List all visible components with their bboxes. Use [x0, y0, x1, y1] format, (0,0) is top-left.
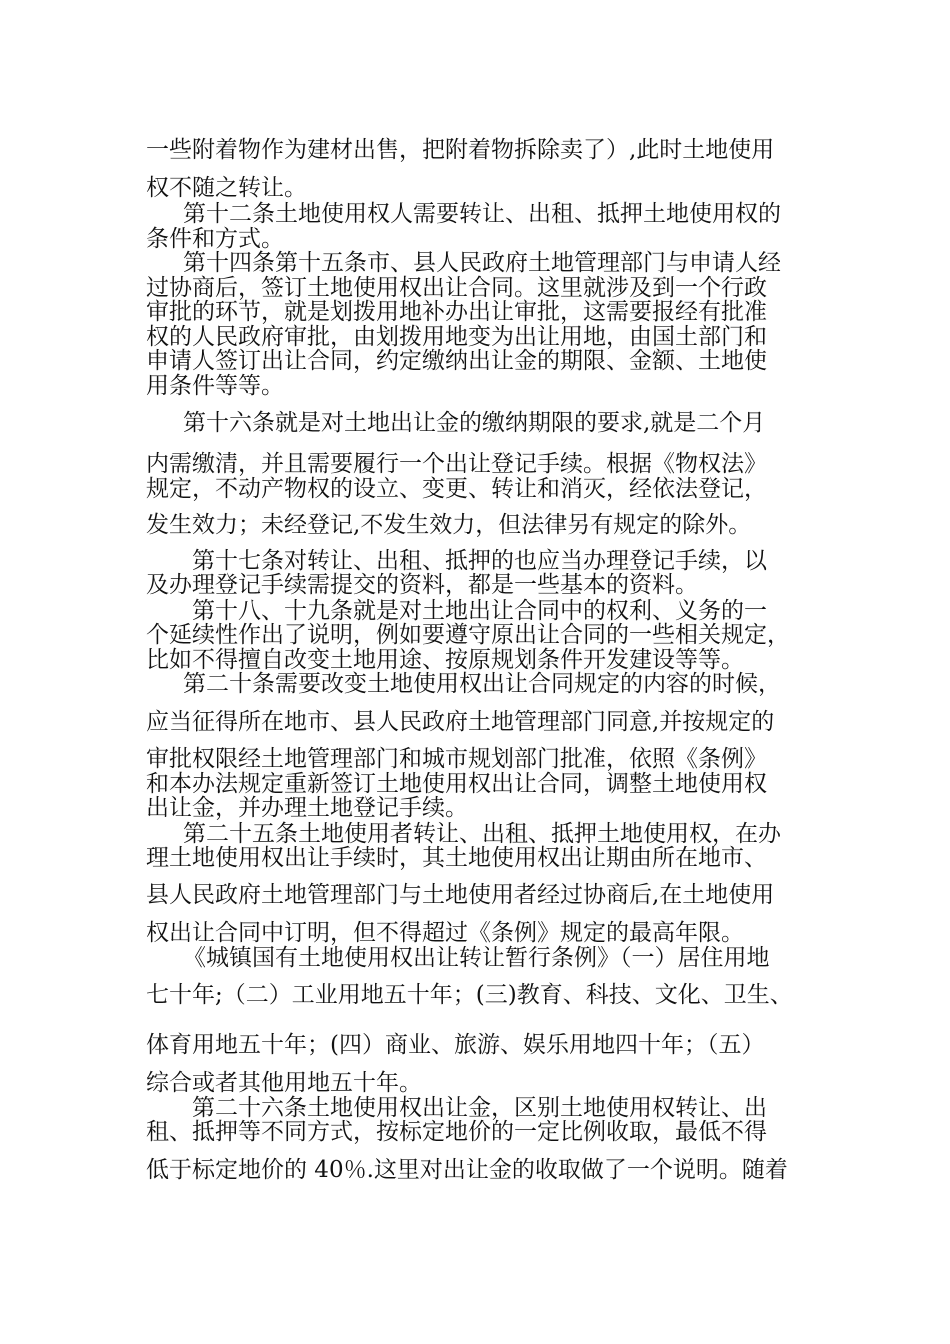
text-line: 县人民政府土地管理部门与土地使用者经过协商后,在土地使用	[146, 882, 775, 908]
text-line: 过协商后，签订土地使用权出让合同。这里就涉及到一个行政	[146, 275, 767, 301]
text-line: 第十四条第十五条市、县人民政府土地管理部门与申请人经	[183, 250, 781, 276]
text-line: 申请人签订出让合同，约定缴纳出让金的期限、金额、土地使	[146, 348, 767, 374]
text-line: 用条件等等。	[146, 373, 284, 399]
text-line: 第十八、十九条就是对土地出让合同中的权利、义务的一	[192, 598, 767, 624]
text-line: 发生效力；未经登记,不发生效力，但法律另有规定的除外。	[146, 512, 752, 538]
text-line: 理土地使用权出让手续时，其土地使用权出让期由所在地市、	[146, 845, 767, 871]
text-line: 一些附着物作为建材出售，把附着物拆除卖了）,此时土地使用	[146, 137, 775, 163]
text-line: 权出让合同中订明，但不得超过《条例》规定的最高年限。	[146, 920, 744, 946]
text-line: 第十六条就是对土地出让金的缴纳期限的要求,就是二个月	[183, 410, 766, 436]
text-line: 第十二条土地使用权人需要转让、出租、抵押土地使用权的	[183, 201, 781, 227]
text-line: 条件和方式。	[146, 226, 284, 252]
text-line: 出让金，并办理土地登记手续。	[146, 795, 468, 821]
text-line: 第二十六条土地使用权出让金，区别土地使用权转让、出	[192, 1095, 767, 1121]
text-line: 内需缴清，并且需要履行一个出让登记手续。根据《物权法》	[146, 451, 767, 477]
text-line: 综合或者其他用地五十年。	[146, 1070, 422, 1096]
text-line: 第二十条需要改变土地使用权出让合同规定的内容的时候，	[183, 671, 781, 697]
text-line: 比如不得擅自改变土地用途、按原规划条件开发建设等等。	[146, 647, 744, 673]
text-line: 审批的环节，就是划拨用地补办出让审批，这需要报经有批准	[146, 299, 767, 325]
text-line: 审批权限经土地管理部门和城市规划部门批准，依照《条例》	[146, 746, 767, 772]
text-line: 和本办法规定重新签订土地使用权出让合同，调整土地使用权	[146, 771, 767, 797]
text-line: 规定，不动产物权的设立、变更、转让和消灭，经依法登记，	[146, 476, 767, 502]
text-line: 第十七条对转让、出租、抵押的也应当办理登记手续，以	[192, 548, 767, 574]
text-line: 权不随之转让。	[146, 175, 307, 201]
text-line: 应当征得所在地市、县人民政府土地管理部门同意,并按规定的	[146, 709, 775, 735]
text-line: 低于标定地价的 40％.这里对出让金的收取做了一个说明。随着	[146, 1157, 788, 1183]
text-line: 权的人民政府审批，由划拨用地变为出让用地，由国土部门和	[146, 324, 767, 350]
text-line: 七十年;（二）工业用地五十年；(三)教育、科技、文化、卫生、	[146, 982, 793, 1008]
text-line: 第二十五条土地使用者转让、出租、抵押土地使用权，在办	[183, 821, 781, 847]
text-line: 及办理登记手续需提交的资料，都是一些基本的资料。	[146, 572, 698, 598]
text-line: 《城镇国有土地使用权出让转让暂行条例》（一）居住用地	[183, 945, 770, 971]
text-line: 个延续性作出了说明，例如要遵守原出让合同的一些相关规定，	[146, 622, 790, 648]
text-line: 体育用地五十年；(四）商业、旅游、娱乐用地四十年；（五）	[146, 1032, 765, 1058]
text-line: 租、抵押等不同方式，按标定地价的一定比例收取，最低不得	[146, 1119, 767, 1145]
